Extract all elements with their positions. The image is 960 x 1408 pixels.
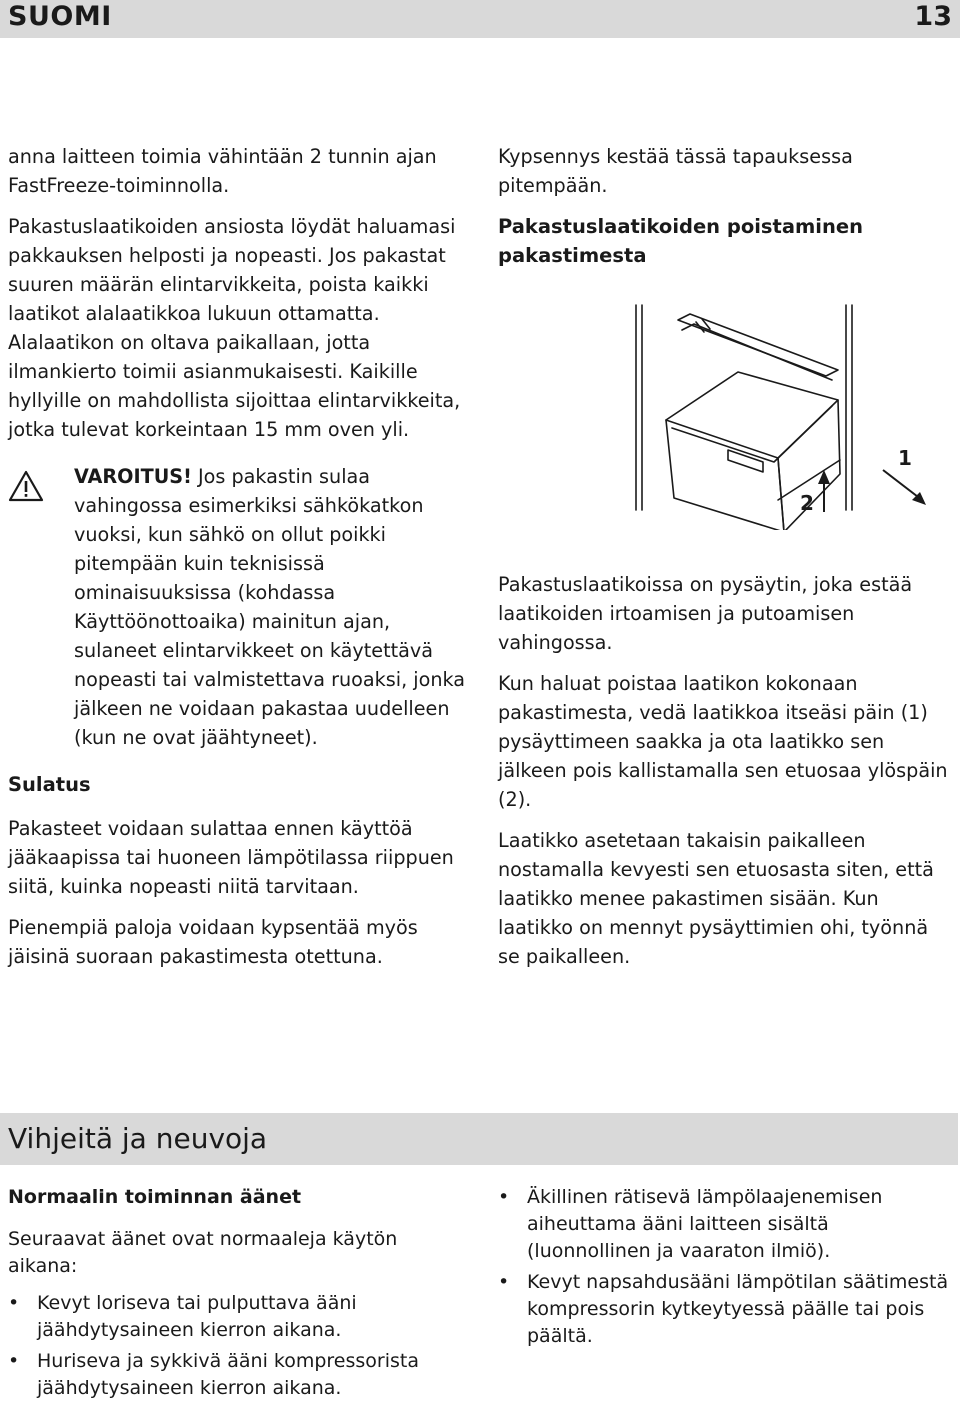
- bullet: •: [498, 1271, 510, 1293]
- bullet: •: [8, 1350, 20, 1372]
- list-item-text: Kevyt napsahdusääni lämpötilan säätimestä kompressorin kytkeytyessä päälle tai pois päältä.: [527, 1271, 949, 1347]
- figure-label-1: 1: [898, 446, 912, 470]
- normal-sounds-heading: Normaalin toiminnan äänet: [8, 1186, 302, 1208]
- warning-block: [8, 462, 468, 752]
- freezer-drawer-illustration: [578, 300, 960, 530]
- remove-paragraph: Kun haluat poistaa laatikon kokonaan pakastimesta, vedä laatikkoa itseäsi päin (1) pysäyttimeen saakka ja ota laatikko sen jälkeen pois kallistamalla sen etuosaa ylöspäin (2).: [498, 672, 948, 811]
- list-item: [8, 1348, 468, 1402]
- drawer-removal-heading: Pakastuslaatikoiden poistaminen pakastimesta: [498, 215, 863, 267]
- normal-sounds-list-continued: [498, 1184, 954, 1350]
- section-title: Vihjeitä ja neuvoja: [8, 1122, 268, 1155]
- list-item: [498, 1269, 954, 1350]
- normal-sounds-intro: Seuraavat äänet ovat normaaleja käytön aikana:: [8, 1228, 398, 1277]
- stopper-paragraph: Pakastuslaatikoissa on pysäytin, joka estää laatikoiden irtoamisen ja putoamisen vahingossa.: [498, 573, 913, 654]
- list-item: [8, 1290, 468, 1344]
- sulatus-paragraph-1: Pakasteet voidaan sulattaa ennen käyttöä jääkaapissa tai huoneen lämpötilassa riippuen siitä, kuinka nopeasti niitä tarvitaan.: [8, 817, 454, 898]
- warning-triangle-icon: [8, 470, 44, 502]
- intro-paragraph: anna laitteen toimia vähintään 2 tunnin ajan FastFreeze-toiminnolla.: [8, 145, 437, 197]
- drawers-paragraph: Pakastuslaatikoiden ansiosta löydät haluamasi pakkauksen helposti ja nopeasti. Jos pakastat suuren määrän elintarvikkeita, poista kaikki laatikot alalaatikkoa lukuun ottamatta. Alalaatikon on oltava paikallaan, jotta ilmankierto toimii asianmukaisesti. Kaikille hyllyille on mahdollista sijoittaa elintarvikkeita, jotka tulevat korkeintaan 15 mm oven yli.: [8, 215, 461, 441]
- cooking-note: Kypsennys kestää tässä tapauksessa pitempään.: [498, 145, 853, 197]
- page-header: [0, 0, 960, 38]
- warning-label: VAROITUS!: [74, 465, 192, 488]
- drawer-removal-figure: [578, 300, 960, 530]
- bullet: •: [498, 1186, 510, 1208]
- list-item-text: Kevyt loriseva tai pulputtava ääni jäähdytysaineen kierron aikana.: [37, 1292, 357, 1341]
- list-item-text: Huriseva ja sykkivä ääni kompressorista jäähdytysaineen kierron aikana.: [37, 1350, 420, 1399]
- sulatus-paragraph-2: Pienempiä paloja voidaan kypsentää myös jäisinä suoraan pakastimesta otettuna.: [8, 916, 418, 968]
- normal-sounds-list: [8, 1290, 468, 1402]
- figure-label-2: 2: [800, 491, 814, 515]
- sulatus-heading: Sulatus: [8, 773, 91, 796]
- warning-text-block: [74, 462, 468, 752]
- bottom-left-column: [8, 1184, 468, 1406]
- list-item-text: Äkillinen rätisevä lämpölaajenemisen aiheuttama ääni laitteen sisältä (luonnollinen ja vaaraton ilmiö).: [527, 1186, 883, 1262]
- section-header-bar: [0, 1113, 958, 1165]
- list-item: [498, 1184, 954, 1265]
- bullet: •: [8, 1292, 20, 1314]
- left-column: [8, 142, 468, 983]
- reinsert-paragraph: Laatikko asetetaan takaisin paikalleen nostamalla kevyesti sen etuosasta siten, että laatikko menee pakastimen sisään. Kun laatikko on mennyt pysäyttimien ohi, työnnä se paikalleen.: [498, 829, 934, 968]
- warning-text: Jos pakastin sulaa vahingossa esimerkiksi sähkökatkon vuoksi, kun sähkö on ollut poikki pitempään kuin teknisissä ominaisuuksissa (kohdassa Käyttöönottoaika) mainitun ajan, sulaneet elintarvikkeet on käytettävä nopeasti tai valmistettava ruoaksi, jonka jälkeen ne voidaan pakastaa uudelleen (kun ne ovat jäähtyneet).: [74, 465, 466, 749]
- right-column: [498, 142, 954, 983]
- language-label: SUOMI: [8, 1, 112, 32]
- page-number: 13: [914, 1, 952, 32]
- bottom-right-column: [498, 1184, 954, 1354]
